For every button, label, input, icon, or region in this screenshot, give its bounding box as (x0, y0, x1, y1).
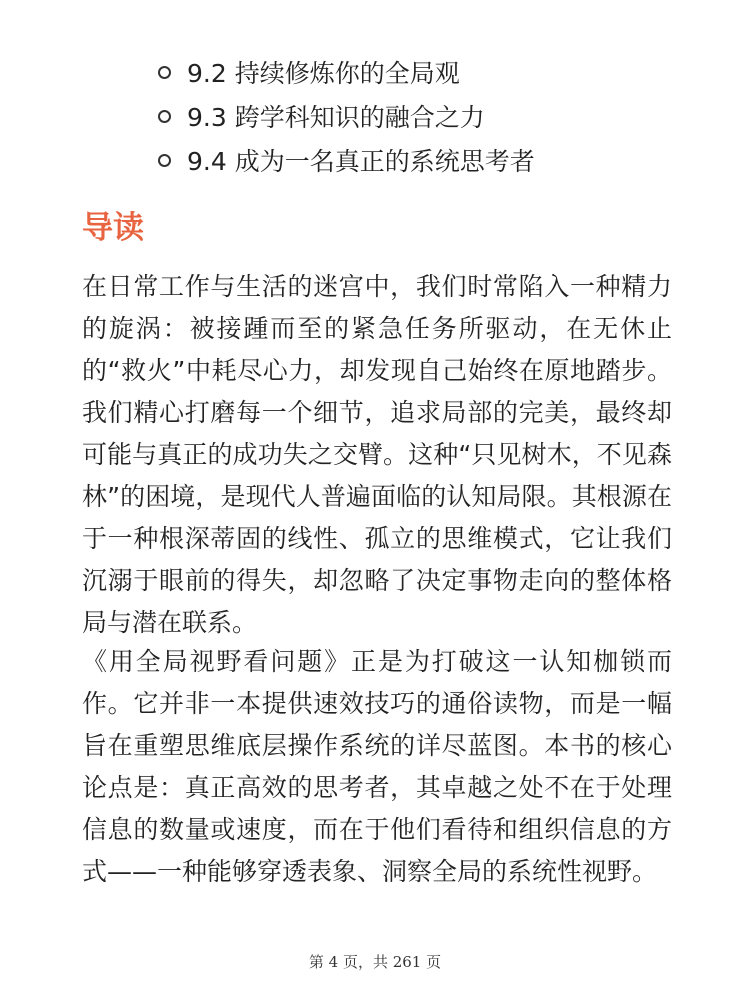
body-paragraph: 在日常工作与生活的迷宫中，我们时常陷入一种精力的旋涡：被接踵而至的紧急任务所驱动，在无休止的“救火”中耗尽心力，却发现自己始终在原地踏步。我们精心打磨每一个细节，追求局部的完美，最终却可能与真正的成功失之交臂。这种“只见树木，不见森林”的困境，是现代人普遍面临的认知局限。其根源在于一种根深蒂固的线性、孤立的思维模式，它让我们沉溺于眼前的得失，却忽略了决定事物走向的整体格局与潜在联系。 (82, 272, 672, 637)
toc-item-9-2[interactable] (158, 50, 535, 94)
toc-item-label: 9.3 跨学科知识的融合之力 (187, 103, 485, 132)
toc-item-label: 9.2 持续修炼你的全局观 (187, 59, 460, 88)
section-heading: 导读 (82, 210, 144, 246)
hollow-circle-bullet-icon (158, 110, 171, 123)
toc-item-9-3[interactable] (158, 94, 535, 138)
page-number-footer: 第 4 页，共 261 页 (308, 953, 442, 971)
hollow-circle-bullet-icon (158, 66, 171, 79)
body-paragraph: 《用全局视野看问题》正是为打破这一认知枷锁而作。它并非一本提供速效技巧的通俗读物，而是一幅旨在重塑思维底层操作系统的详尽蓝图。本书的核心论点是：真正高效的思考者，其卓越之处不在于处理信息的数量或速度，而在于他们看待和组织信息的方式——一种能够穿透表象、洞察全局的系统性视野。 (82, 647, 672, 886)
toc-item-label: 9.4 成为一名真正的系统思考者 (187, 147, 535, 176)
toc-item-9-4[interactable] (158, 138, 535, 182)
table-of-contents (158, 50, 535, 182)
hollow-circle-bullet-icon (158, 154, 171, 167)
